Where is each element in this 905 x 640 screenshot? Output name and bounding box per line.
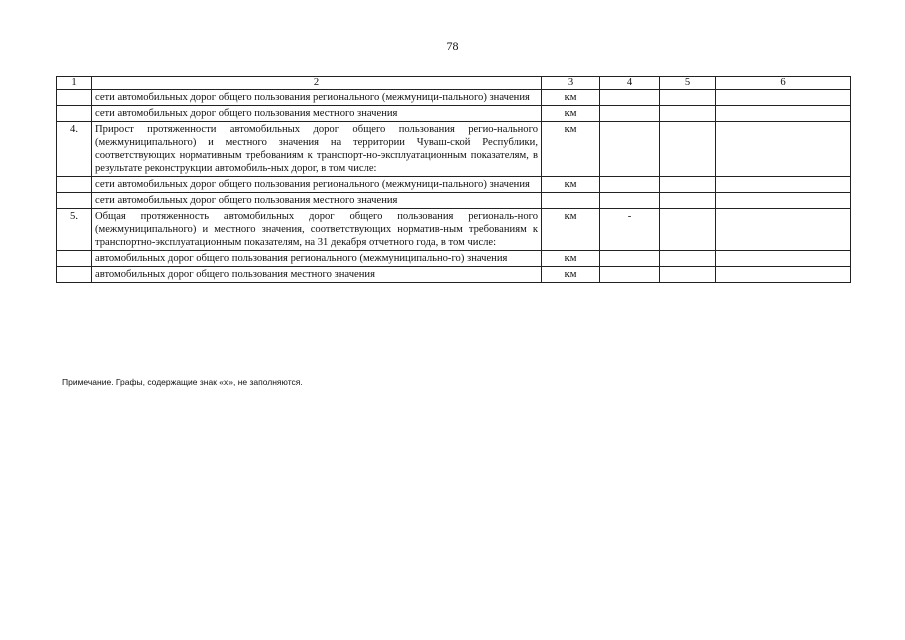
row-number: 4.: [57, 122, 92, 177]
row-col6: [716, 177, 851, 193]
column-header: 3: [542, 77, 600, 90]
column-header: 2: [92, 77, 542, 90]
column-header: 1: [57, 77, 92, 90]
row-unit: [542, 193, 600, 209]
table-row: [57, 209, 851, 251]
table-row: [57, 90, 851, 106]
row-col4: [600, 106, 660, 122]
table-row: [57, 106, 851, 122]
page-number: 78: [446, 39, 459, 53]
table-row: [57, 193, 851, 209]
row-description: сети автомобильных дорог общего пользования регионального (межмуници-пального) значения: [92, 90, 542, 106]
table-row: [57, 267, 851, 283]
table-row: [57, 177, 851, 193]
row-col6: [716, 90, 851, 106]
row-col6: [716, 106, 851, 122]
table-row: [57, 122, 851, 177]
row-col6: [716, 193, 851, 209]
row-number: 5.: [57, 209, 92, 251]
row-col5: [660, 267, 716, 283]
row-col6: [716, 267, 851, 283]
row-number: [57, 193, 92, 209]
row-unit: км: [542, 267, 600, 283]
row-col6: [716, 251, 851, 267]
row-col5: [660, 90, 716, 106]
row-number: [57, 251, 92, 267]
row-col4: [600, 193, 660, 209]
row-col4: [600, 251, 660, 267]
row-description: сети автомобильных дорог общего пользования местного значения: [92, 193, 542, 209]
row-col4: [600, 177, 660, 193]
row-col4: -: [600, 209, 660, 251]
row-col4: [600, 267, 660, 283]
row-number: [57, 267, 92, 283]
row-number: [57, 177, 92, 193]
row-col5: [660, 209, 716, 251]
row-unit: км: [542, 177, 600, 193]
column-header: 4: [600, 77, 660, 90]
row-col4: [600, 122, 660, 177]
row-number: [57, 106, 92, 122]
footnote: Примечание. Графы, содержащие знак «х», не заполняются.: [62, 377, 303, 387]
row-col5: [660, 177, 716, 193]
row-col6: [716, 209, 851, 251]
row-number: [57, 90, 92, 106]
row-col5: [660, 251, 716, 267]
row-col5: [660, 193, 716, 209]
row-unit: км: [542, 122, 600, 177]
column-header: 5: [660, 77, 716, 90]
row-col4: [600, 90, 660, 106]
table-row: [57, 251, 851, 267]
row-col5: [660, 106, 716, 122]
row-col5: [660, 122, 716, 177]
row-description: Прирост протяженности автомобильных дорог общего пользования регио-нального (межмуниципального) и местного значения на территории Чуваш-ской Республики, соответствующих нормативным требованиям к транспорт-но-эксплуатационным показателям, в результате реконструкции автомобиль-ных дорог, в том числе:: [92, 122, 542, 177]
row-description: сети автомобильных дорог общего пользования регионального (межмуници-пального) значения: [92, 177, 542, 193]
row-description: Общая протяженность автомобильных дорог общего пользования региональ-ного (межмуниципального) и местного значения, соответствующих норматив-ным требованиям к транспортно-эксплуатационным показателям, на 31 декабря отчетного года, в том числе:: [92, 209, 542, 251]
row-description: автомобильных дорог общего пользования местного значения: [92, 267, 542, 283]
row-description: сети автомобильных дорог общего пользования местного значения: [92, 106, 542, 122]
row-description: автомобильных дорог общего пользования регионального (межмуниципально-го) значения: [92, 251, 542, 267]
row-unit: км: [542, 90, 600, 106]
report-table: [56, 76, 851, 283]
column-header: 6: [716, 77, 851, 90]
row-unit: км: [542, 251, 600, 267]
table-header-row: [57, 77, 851, 90]
row-unit: км: [542, 209, 600, 251]
row-col6: [716, 122, 851, 177]
row-unit: км: [542, 106, 600, 122]
